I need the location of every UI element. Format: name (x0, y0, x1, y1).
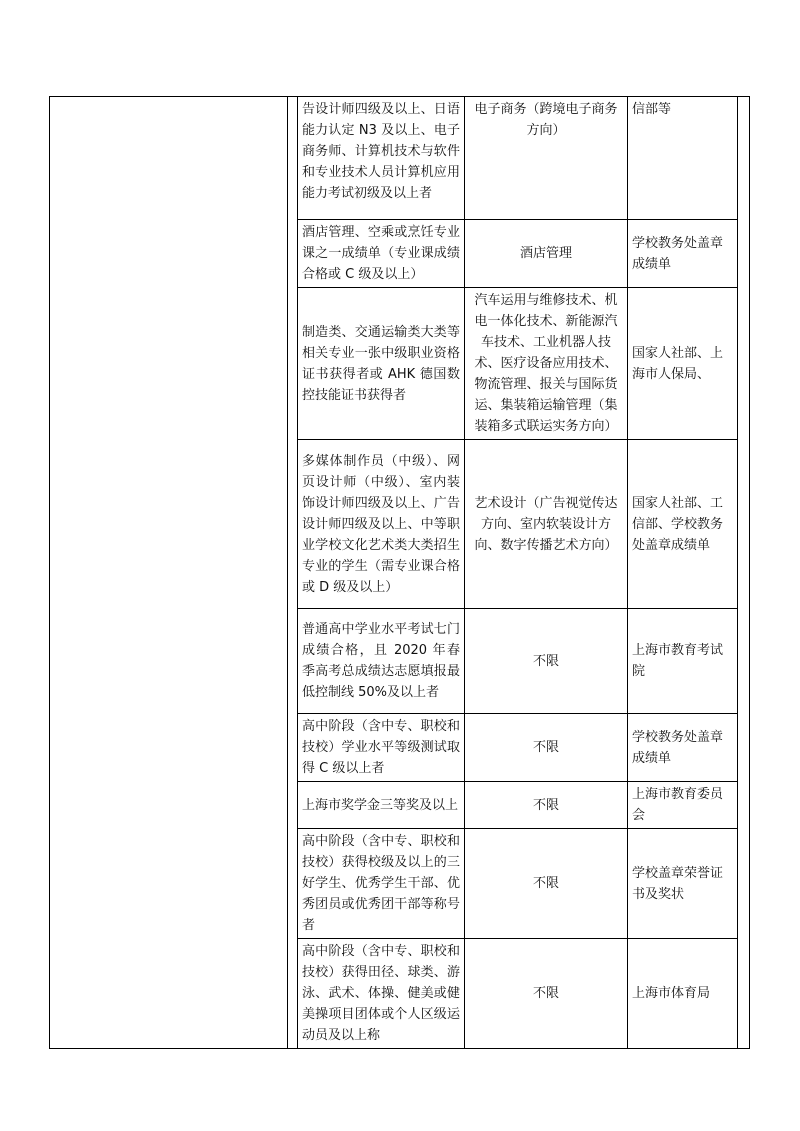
requirement-cell: 高中阶段（含中专、职校和技校）学业水平等级测试取得 C 级以上者 (298, 714, 465, 782)
spacer-cell (288, 97, 298, 1049)
category-cell (50, 97, 288, 1049)
major-cell: 汽车运用与维修技术、机电一体化技术、新能源汽车技术、工业机器人技术、医疗设备应用技术、物流管理、报关与国际货运、集装箱运输管理（集装箱多式联运实务方向） (465, 288, 628, 440)
authority-cell: 上海市教育委员会 (628, 782, 738, 829)
authority-cell: 学校教务处盖章成绩单 (628, 220, 738, 288)
major-cell: 不限 (465, 714, 628, 782)
requirement-cell: 普通高中学业水平考试七门成绩合格，且 2020 年春季高考总成绩达志愿填报最低控制线 50%及以上者 (298, 609, 465, 714)
authority-cell: 上海市体育局 (628, 939, 738, 1049)
requirement-cell: 多媒体制作员（中级）、网页设计师（中级）、室内装饰设计师四级及以上、广告设计师四级及以上、中等职业学校文化艺术类大类招生专业的学生（需专业课合格或 D 级及以上） (298, 440, 465, 609)
major-cell: 酒店管理 (465, 220, 628, 288)
requirement-cell: 高中阶段（含中专、职校和技校）获得田径、球类、游泳、武术、体操、健美或健美操项目团体或个人区级运动员及以上称 (298, 939, 465, 1049)
requirement-cell: 酒店管理、空乘或烹饪专业课之一成绩单（专业课成绩合格或 C 级及以上） (298, 220, 465, 288)
authority-cell: 信部等 (628, 97, 738, 220)
authority-cell: 学校盖章荣誉证书及奖状 (628, 829, 738, 939)
major-cell: 不限 (465, 609, 628, 714)
end-cell (738, 97, 750, 1049)
major-cell: 不限 (465, 939, 628, 1049)
major-cell: 艺术设计（广告视觉传达方向、室内软装设计方向、数字传播艺术方向） (465, 440, 628, 609)
requirement-cell: 上海市奖学金三等奖及以上 (298, 782, 465, 829)
major-cell: 不限 (465, 829, 628, 939)
authority-cell: 国家人社部、上海市人保局、 (628, 288, 738, 440)
admission-criteria-table (49, 96, 750, 1049)
major-cell: 电子商务（跨境电子商务方向） (465, 97, 628, 220)
requirement-cell: 高中阶段（含中专、职校和技校）获得校级及以上的三好学生、优秀学生干部、优秀团员或优秀团干部等称号者 (298, 829, 465, 939)
table-row (50, 97, 750, 220)
authority-cell: 国家人社部、工信部、学校教务处盖章成绩单 (628, 440, 738, 609)
authority-cell: 上海市教育考试院 (628, 609, 738, 714)
requirement-cell: 告设计师四级及以上、日语能力认定 N3 及以上、电子商务师、计算机技术与软件和专业技术人员计算机应用能力考试初级及以上者 (298, 97, 465, 220)
requirement-cell: 制造类、交通运输类大类等相关专业一张中级职业资格证书获得者或 AHK 德国数控技能证书获得者 (298, 288, 465, 440)
authority-cell: 学校教务处盖章成绩单 (628, 714, 738, 782)
major-cell: 不限 (465, 782, 628, 829)
